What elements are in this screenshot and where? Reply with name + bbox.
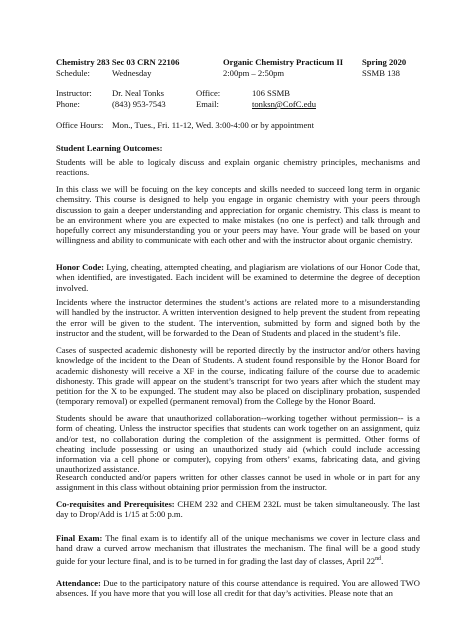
coreq-text: CHEM 232 and CHEM 232L must be taken simultaneously. The last day to Drop/Add is 1/15 at 5:00 p.m. (56, 499, 420, 520)
incidents-paragraph: Incidents where the instructor determines the student’s actions are related more to a misunderstanding will handled by the instructor. A written intervention designed to help prevent the student from repeating the error will be given to the student. The intervention, submitted by form and signed both by the instructor and the student, will be forwarded to the Dean of Students and placed in the student’s file. (56, 297, 420, 338)
final-exam-text: The final exam is to identify all of the unique mechanisms we cover in lecture class and hand draw a curved arrow mechanism that illustrates the mechanism. The final will be a good study guide for your lecture final, and is to be turned in for grading the last day of classes, April 22 (56, 533, 420, 566)
instructor-name: Dr. Neal Tonks (112, 88, 164, 98)
coreq-paragraph (56, 499, 420, 520)
class-time: 2:00pm – 2:50pm (223, 68, 285, 78)
schedule-day: Wednesday (112, 68, 152, 78)
office-label: Office: (196, 88, 221, 98)
course-code: Chemistry 283 Sec 03 CRN 22106 (56, 57, 180, 67)
honor-code-label: Honor Code: (56, 262, 105, 272)
office-hours-value: Mon., Tues., Fri. 11-12, Wed. 3:00-4:00 or by appointment (112, 120, 314, 130)
honor-code-text: Lying, cheating, attempted cheating, and plagiarism are violations of our Honor Code that, when identified, are investigated. Each incident will be examined to determine the degree of deception involved. (56, 262, 420, 293)
outcomes-paragraph-2: In this class we will be focuing on the key concepts and skills needed to succeed long term in organic chemsitry. This course is designed to help you engage in organic chemistry with your peers through discussion to gain a deeper understanding and appreciation for organic chemistry. This class is meant to be an environment where you are expected to make mistakes (no one is perfect) and talk through and hopefully correct any misunderstanding you or your peers may have. Your grade will be based on your willingness and ability to communicate with each other and with the instructor about organic chemistry. (56, 184, 420, 246)
term: Spring 2020 (362, 57, 407, 67)
research-paragraph: Research conducted and/or papers written for other classes cannot be used in whole or in part for any assignment in this class without obtaining prior permission from the instructor. (56, 472, 420, 493)
collaboration-paragraph: Students should be aware that unauthorized collaboration--working together without permission-- is a form of cheating. Unless the instructor specifies that students can work together on an assignment, quiz and/or test, no collaboration during the completion of the assignment is permitted. Other forms of cheating include possessing or using an unauthorized study aid (which could include accessing information via a cell phone or computer), copying from others’ exams, fabricating data, and giving unauthorized assistance. (56, 413, 420, 475)
final-exam-sup: nd (375, 555, 382, 562)
phone-label: Phone: (56, 99, 80, 109)
attendance-text: Due to the participatory nature of this course attendance is required. You are allowed TWO absences. If you have more that you will lose all credit for that day’s activities. Please note that an (56, 578, 420, 599)
office-location: 106 SSMB (252, 88, 290, 98)
email-link[interactable]: tonksn@CofC.edu (252, 99, 317, 109)
coreq-label: Co-requisites and Prerequisites: (56, 499, 175, 509)
class-room: SSMB 138 (362, 68, 400, 78)
honor-code-paragraph (56, 262, 420, 293)
attendance-label: Attendance: (56, 578, 101, 588)
email-label: Email: (196, 99, 219, 109)
attendance-paragraph (56, 578, 420, 599)
final-exam-label: Final Exam: (56, 533, 103, 543)
schedule-label: Schedule: (56, 68, 90, 78)
dishonesty-cases-paragraph: Cases of suspected academic dishonesty will be reported directly by the instructor and/or others having knowledge of the incident to the Dean of Students. A student found responsible by the Honor Board for academic dishonesty will receive a XF in the course, indicating failure of the course due to academic dishonesty. This grade will appear on the student’s transcript for two years after which the student may petition for the X to be expunged. The student may also be placed on disciplinary probation, suspended (temporary removal) or expelled (permanent removal) from the College by the Honor Board. (56, 345, 420, 407)
instructor-label: Instructor: (56, 88, 92, 98)
outcomes-heading: Student Learning Outcomes: (56, 143, 163, 153)
final-exam-paragraph: Final Exam: The final exam is to identify all of the unique mechanisms we cover in lecture class and hand draw a curved arrow mechanism that illustrates the mechanism. The final will be a good study guide for your lecture final, and is to be turned in for grading the last day of classes, April 22nd. (56, 533, 420, 566)
office-hours-label: Office Hours: (56, 120, 104, 130)
course-title: Organic Chemistry Practicum II (223, 57, 344, 67)
phone-number: (843) 953-7543 (112, 99, 166, 109)
outcomes-paragraph-1: Students will be able to logicaly discuss and explain organic chemistry principles, mechanisms and reactions. (56, 157, 420, 178)
